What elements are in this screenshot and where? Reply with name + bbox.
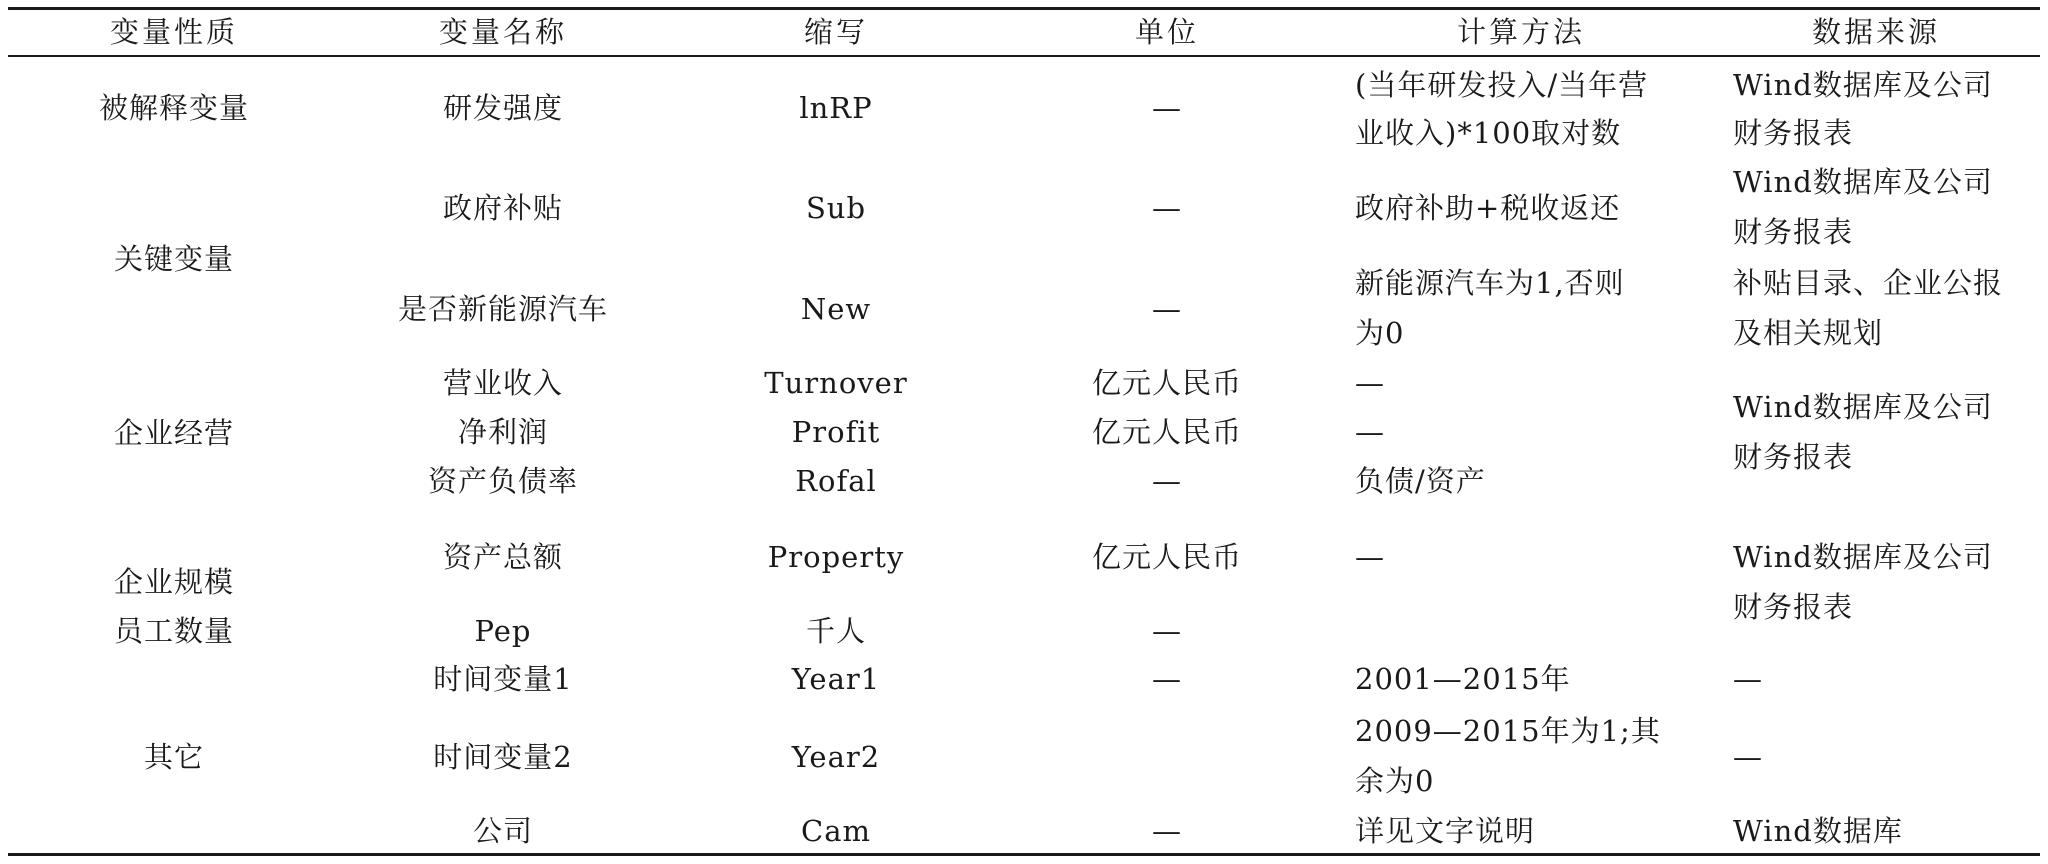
cell-source: 财务报表 [1733,590,1854,624]
cell-method: 负债/资产 [1355,464,1486,498]
cell-name: 净利润 [457,415,549,449]
header-unit: 单位 [1134,15,1200,49]
header-property: 变量性质 [109,15,239,49]
cell-method: — [1355,540,1385,574]
cell-source: Wind数据库及公司 [1733,165,1993,199]
cell-source: Wind数据库及公司 [1733,390,1993,424]
cell-name: 资产负债率 [427,464,579,498]
header-abbr: 缩写 [803,15,869,49]
cell-unit: — [1152,662,1182,696]
cell-method: 2009—2015年为1;其 [1355,714,1661,748]
cell-name: 时间变量2 [433,740,573,774]
cell-source: — [1733,740,1763,774]
table-top-rule [8,7,2040,10]
cell-unit: — [1152,191,1182,225]
header-rule [8,55,2040,57]
header-method: 计算方法 [1456,15,1586,49]
cell-name: Pep [474,614,532,648]
cell-abbr: Rofal [795,464,877,498]
cell-source: Wind数据库及公司 [1733,540,1993,574]
cell-source: 财务报表 [1733,215,1854,249]
header-name: 变量名称 [438,15,568,49]
group-label: 员工数量 [113,614,235,648]
cell-name: 政府补贴 [442,191,564,225]
cell-name: 资产总额 [442,540,564,574]
cell-method: — [1355,366,1385,400]
cell-method: 2001—2015年 [1355,662,1571,696]
cell-abbr: Year1 [791,662,881,696]
cell-unit: — [1152,91,1182,125]
cell-method: 为0 [1355,316,1405,350]
cell-abbr: Cam [801,814,871,848]
cell-abbr: Profit [791,415,881,449]
cell-source: — [1733,662,1763,696]
cell-method: 余为0 [1355,764,1435,798]
cell-method: 详见文字说明 [1355,814,1536,848]
cell-method: 业收入)*100取对数 [1355,116,1622,150]
cell-source: 及相关规划 [1733,316,1884,350]
cell-unit: 亿元人民币 [1091,540,1243,574]
cell-abbr: New [800,292,872,326]
cell-source: 财务报表 [1733,440,1854,474]
cell-method: (当年研发投入/当年营 [1355,68,1649,102]
cell-source: Wind数据库 [1733,814,1903,848]
cell-source: Wind数据库及公司 [1733,68,1993,102]
cell-unit: 亿元人民币 [1091,366,1243,400]
group-label: 关键变量 [113,242,235,276]
cell-unit: — [1152,614,1182,648]
cell-unit: — [1152,292,1182,326]
cell-unit: 亿元人民币 [1091,415,1243,449]
cell-unit: — [1152,464,1182,498]
cell-method: 新能源汽车为1,否则 [1355,266,1625,300]
cell-name: 是否新能源汽车 [397,292,609,326]
group-label: 被解释变量 [98,91,250,125]
cell-name: 营业收入 [442,366,564,400]
cell-abbr: Year2 [791,740,881,774]
cell-source: 财务报表 [1733,116,1854,150]
group-label: 其它 [143,740,205,774]
cell-abbr: Sub [805,191,867,225]
cell-name: 公司 [472,814,534,848]
header-source: 数据来源 [1811,15,1941,49]
cell-abbr: Property [767,540,905,574]
cell-method: — [1355,415,1385,449]
cell-abbr: lnRP [799,91,873,125]
group-label: 企业规模 [113,565,235,599]
cell-abbr: Turnover [764,366,908,400]
cell-unit: — [1152,814,1182,848]
cell-name: 时间变量1 [433,662,573,696]
cell-abbr: 千人 [805,614,867,648]
cell-name: 研发强度 [442,91,564,125]
cell-method: 政府补助+税收返还 [1355,191,1621,225]
group-label: 企业经营 [113,416,235,450]
cell-source: 补贴目录、企业公报 [1733,266,2004,300]
